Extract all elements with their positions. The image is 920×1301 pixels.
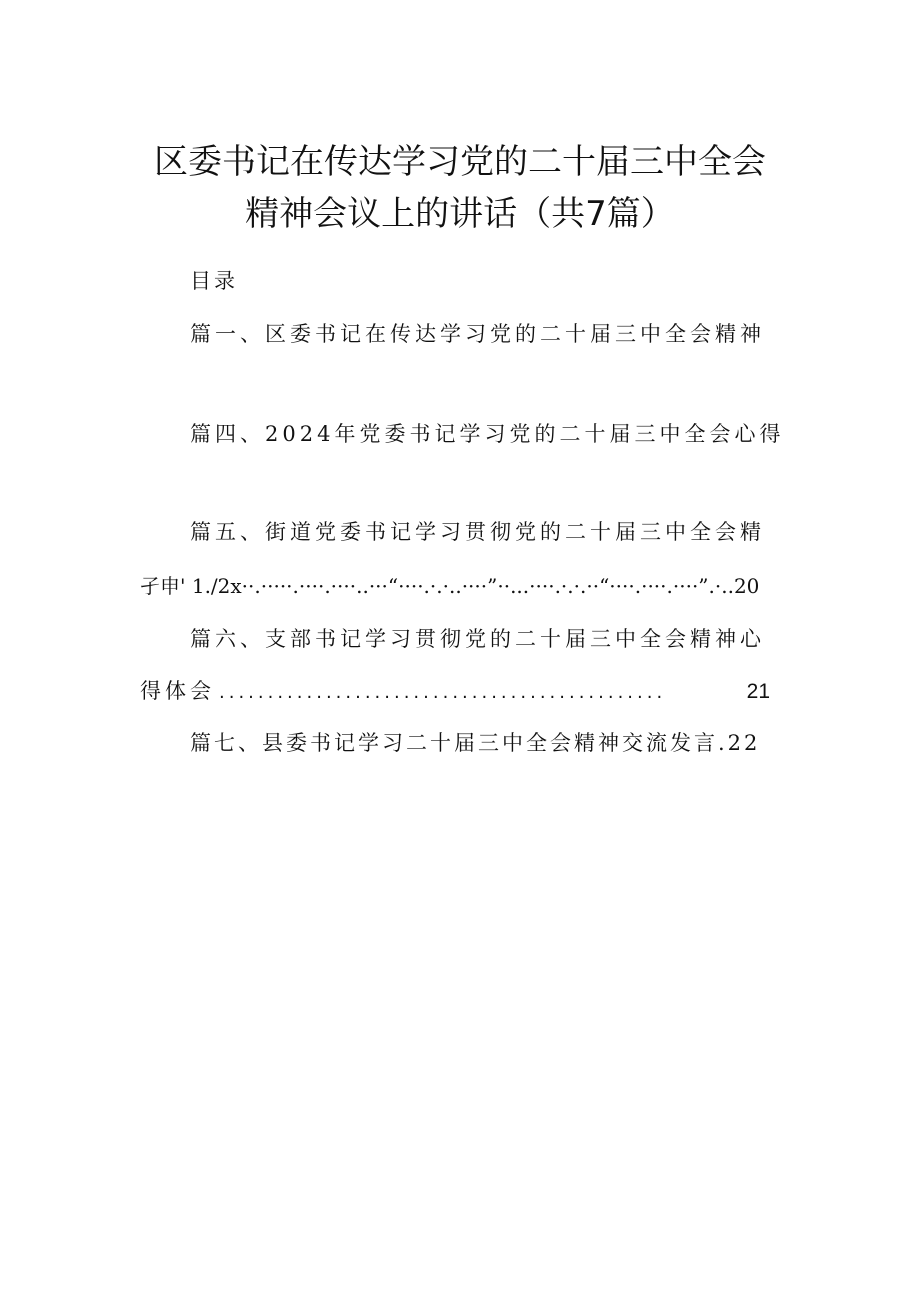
toc-entry-6-dot-leader: .............................................. <box>219 684 667 702</box>
toc-entry-5-line-1[interactable]: 篇五、街道党委书记学习贯彻党的二十届三中全会精 <box>190 520 765 544</box>
toc-entry-6-page-number: 21 <box>746 680 770 703</box>
toc-entry-6-label: 得体会 <box>140 679 215 703</box>
toc-entry-6-line-1[interactable]: 篇六、支部书记学习贯彻党的二十届三中全会精神心 <box>190 627 765 651</box>
toc-entry-6-line-2[interactable] <box>140 681 770 702</box>
toc-heading: 目录 <box>190 269 238 293</box>
document-title-line-1: 区委书记在传达学习党的二十届三中全会 <box>154 142 766 182</box>
document-title-line-2: 精神会议上的讲话（共7篇） <box>245 194 675 234</box>
toc-entry-5-line-2[interactable]: 孑申' 1./2x··.·····.····.····..···“····.·.·..····”··...····.·.·.··“····.····.····”.·..20 <box>140 574 760 598</box>
toc-entry-1[interactable]: 篇一、区委书记在传达学习党的二十届三中全会精神 <box>190 322 765 346</box>
toc-entry-4[interactable]: 篇四、2024年党委书记学习党的二十届三中全会心得 <box>190 422 785 446</box>
toc-entry-7[interactable]: 篇七、县委书记学习二十届三中全会精神交流发言.22 <box>190 731 761 755</box>
